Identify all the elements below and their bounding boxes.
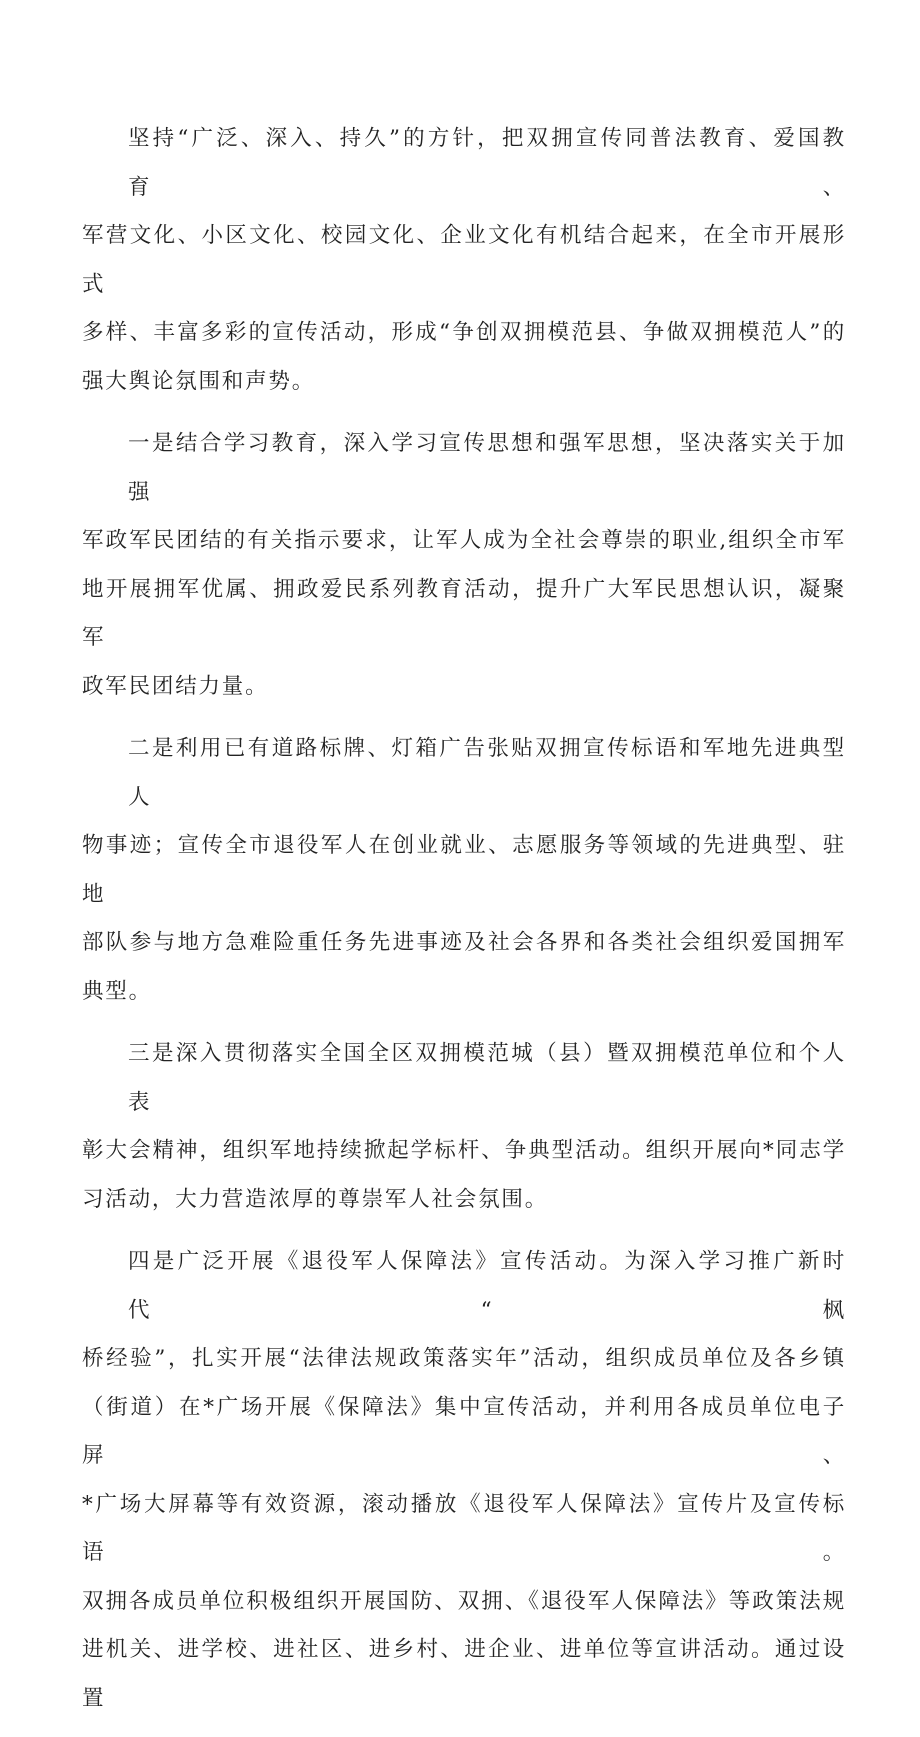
text-line: *广场大屏幕等有效资源，滚动播放《退役军人保障法》宣传片及宣传标语。 xyxy=(82,1491,846,1565)
text-line: 军政军民团结的有关指示要求，让军人成为全社会尊崇的职业,组织全市军 xyxy=(82,528,846,553)
paragraph-item-one xyxy=(82,420,846,711)
text-line: 双拥各成员单位积极组织开展国防、双拥、《退役军人保障法》等政策法规 xyxy=(82,1588,846,1614)
text-line: 四是广泛开展《退役军人保障法》宣传活动。为深入学习推广新时代“枫 xyxy=(128,1249,846,1323)
paragraph-item-four xyxy=(82,1238,846,1723)
text-line: （街道）在*广场开展《保障法》集中宣传活动，并利用各成员单位电子屏、 xyxy=(82,1394,846,1468)
document-body xyxy=(82,115,846,1737)
text-line: 习活动，大力营造浓厚的尊崇军人社会氛围。 xyxy=(82,1186,549,1212)
text-line: 桥经验”，扎实开展“法律法规政策落实年”活动，组织成员单位及各乡镇 xyxy=(82,1346,846,1371)
text-line: 地开展拥军优属、拥政爱民系列教育活动，提升广大军民思想认识，凝聚军 xyxy=(82,576,846,650)
text-line: 二是利用已有道路标牌、灯箱广告张贴双拥宣传标语和军地先进典型人 xyxy=(128,736,846,810)
text-line: 三是深入贯彻落实全国全区双拥模范城（县）暨双拥模范单位和个人表 xyxy=(128,1041,846,1115)
text-line: 进机关、进学校、进社区、进乡村、进企业、进单位等宣讲活动。通过设置 xyxy=(82,1637,846,1711)
text-line: 物事迹；宣传全市退役军人在创业就业、志愿服务等领域的先进典型、驻地 xyxy=(82,833,846,907)
text-line: 多样、丰富多彩的宣传活动，形成“争创双拥模范县、争做双拥模范人”的 xyxy=(82,320,846,345)
text-line: 坚持“广泛、深入、持久”的方针，把双拥宣传同普法教育、爱国教育、 xyxy=(128,126,846,200)
text-line: 一是结合学习教育，深入学习宣传思想和强军思想，坚决落实关于加强 xyxy=(128,431,846,505)
text-line: 政军民团结力量。 xyxy=(82,673,269,699)
text-line: 军营文化、小区文化、校园文化、企业文化有机结合起来，在全市开展形式 xyxy=(82,223,846,297)
text-line: 彰大会精神，组织军地持续掀起学标杆、争典型活动。组织开展向*同志学 xyxy=(82,1138,846,1163)
paragraph-item-two xyxy=(82,725,846,1016)
text-line: 部队参与地方急难险重任务先进事迹及社会各界和各类社会组织爱国拥军 xyxy=(82,930,846,955)
paragraph-policy-intro xyxy=(82,115,846,406)
text-line: 强大舆论氛围和声势。 xyxy=(82,368,316,394)
text-line: 典型。 xyxy=(82,978,152,1004)
paragraph-item-three xyxy=(82,1030,846,1224)
